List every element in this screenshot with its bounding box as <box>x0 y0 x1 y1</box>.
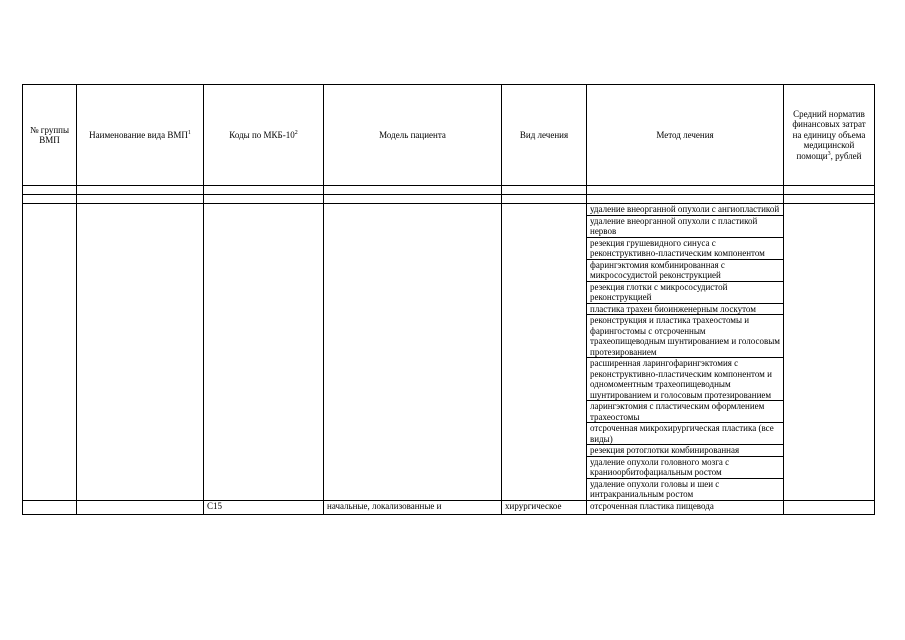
treatment-type-cell: хирургическое <box>502 500 587 514</box>
header-group-number: № группы ВМП <box>23 85 77 186</box>
table-row <box>23 204 875 216</box>
method-cell: отсроченная микрохирургическая пластика (все виды) <box>587 423 784 445</box>
cost-cell <box>784 204 875 501</box>
header-patient-model: Модель пациента <box>324 85 502 186</box>
vmp-name-cell <box>77 204 204 501</box>
method-cell: резекция ротоглотки комбинированная <box>587 445 784 457</box>
header-treatment-method: Метод лечения <box>587 85 784 186</box>
header-treatment-type: Вид лечения <box>502 85 587 186</box>
header-icd-codes: Коды по МКБ-$10^2$ <box>204 85 324 186</box>
method-cell: резекция грушевидного синуса с реконструктивно-пластическим компонентом <box>587 237 784 259</box>
method-cell: фарингэктомия комбинированная с микрососудистой реконструкцией <box>587 259 784 281</box>
treatment-type-cell <box>502 204 587 501</box>
cost-cell <box>784 500 875 514</box>
method-cell: удаление внеорганной опухоли с пластикой нервов <box>587 215 784 237</box>
icd-codes-cell <box>204 204 324 501</box>
table-header-row <box>23 85 875 186</box>
method-cell: удаление внеорганной опухоли с ангиопластикой <box>587 204 784 216</box>
method-cell: отсроченная пластика пищевода <box>587 500 784 514</box>
header-gap-row <box>23 195 875 204</box>
method-cell: удаление опухоли головного мозга с краниоорбитофациальным ростом <box>587 456 784 478</box>
header-spacer-row <box>23 186 875 195</box>
table-row <box>23 500 875 514</box>
method-cell: пластика трахеи биоинженерным лоскутом <box>587 303 784 315</box>
method-cell: удаление опухоли головы и шеи с интракраниальным ростом <box>587 478 784 500</box>
vmp-name-cell <box>77 500 204 514</box>
header-cost-standard: Средний норматив финансовых затрат на единицу объема медицинской помощи$^3$, рублей <box>784 85 875 186</box>
method-cell: реконструкция и пластика трахеостомы и фарингостомы с отсроченным трахеопищеводным шунтированием и голосовым протезированием <box>587 315 784 358</box>
vmp-table <box>22 84 875 515</box>
patient-model-cell <box>324 204 502 501</box>
method-cell: резекция глотки с микрососудистой реконструкцией <box>587 281 784 303</box>
header-vmp-name: Наименование вида ВМП$^1$ <box>77 85 204 186</box>
method-cell: расширенная ларингофарингэктомия с реконструктивно-пластическим компонентом и одномоментным трахеопищеводным шунтированием и голосовым протезированием <box>587 358 784 401</box>
icd-code-cell: C15 <box>204 500 324 514</box>
method-cell: ларингэктомия с пластическим оформлением трахеостомы <box>587 401 784 423</box>
patient-model-cell: начальные, локализованные и <box>324 500 502 514</box>
group-number-cell <box>23 500 77 514</box>
group-number-cell <box>23 204 77 501</box>
